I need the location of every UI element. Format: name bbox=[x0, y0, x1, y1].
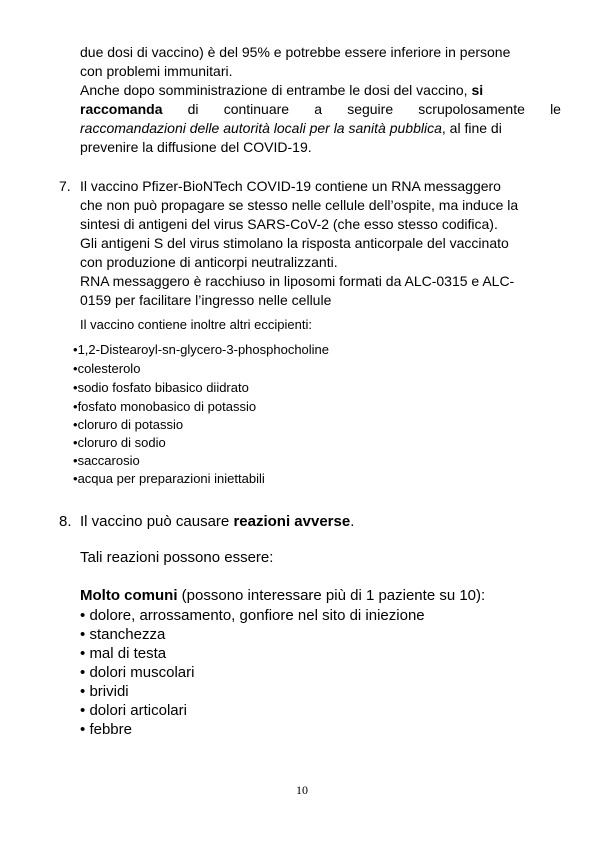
bullet-icon: • bbox=[80, 721, 86, 738]
bullet-icon: • bbox=[80, 683, 86, 700]
p6-line-3-bold: si bbox=[471, 82, 484, 98]
bullet-icon: • bbox=[73, 399, 78, 414]
bullet-icon: • bbox=[80, 664, 86, 681]
list-item-text: cloruro di sodio bbox=[77, 435, 166, 450]
effect-text: dolore, arrossamento, gonfiore nel sito di iniezione bbox=[89, 607, 425, 624]
list-item-text: sodio fosfato bibasico diidrato bbox=[77, 380, 249, 395]
p8-intro-bold: reazioni avverse bbox=[233, 513, 351, 530]
list-item bbox=[73, 341, 329, 359]
p8-intro-end: . bbox=[350, 513, 355, 530]
effect-text: mal di testa bbox=[89, 645, 167, 662]
effect-item bbox=[80, 682, 129, 701]
list-item-text: fosfato monobasico di potassio bbox=[77, 399, 257, 414]
p7-line: 0159 per facilitare l’ingresso nelle cellule bbox=[80, 292, 332, 308]
p6-line-1: due dosi di vaccino) è del 95% e potrebbe essere inferiore in persone bbox=[80, 44, 511, 60]
page-number: 10 bbox=[296, 783, 308, 797]
p6-line-4-word: seguire bbox=[347, 101, 394, 117]
p7-number: 7. bbox=[59, 178, 71, 194]
list-item bbox=[73, 416, 183, 434]
effect-text: febbre bbox=[89, 721, 132, 738]
p7-line: Gli antigeni S del virus stimolano la risposta anticorpale del vaccinato bbox=[80, 235, 509, 251]
effect-item bbox=[80, 644, 166, 663]
p8-number: 8. bbox=[59, 513, 72, 530]
effect-item bbox=[80, 625, 165, 644]
bullet-icon: • bbox=[80, 702, 86, 719]
p6-line-4 bbox=[80, 100, 561, 118]
p7-line: Il vaccino Pfizer-BioNTech COVID-19 contiene un RNA messaggero bbox=[80, 178, 501, 194]
p8-subtitle: Tali reazioni possono essere: bbox=[80, 549, 274, 566]
p6-line-2: con problemi immunitari. bbox=[80, 63, 233, 79]
p6-line-3 bbox=[80, 81, 483, 99]
effect-item bbox=[80, 720, 132, 739]
p6-line-4-bold: raccomanda bbox=[80, 101, 163, 117]
list-item bbox=[73, 379, 249, 397]
list-item-text: colesterolo bbox=[77, 361, 141, 376]
effect-item bbox=[80, 701, 187, 720]
list-item bbox=[73, 470, 265, 488]
effect-text: brividi bbox=[89, 683, 129, 700]
p8-intro bbox=[80, 512, 354, 531]
bullet-icon: • bbox=[73, 471, 78, 486]
bullet-icon: • bbox=[73, 435, 78, 450]
p6-line-4-word: a bbox=[314, 101, 323, 117]
p6-line-4-word: le bbox=[550, 101, 561, 117]
list-item bbox=[73, 452, 140, 470]
p6-line-3-text: Anche dopo somministrazione di entrambe le dosi del vaccino, bbox=[80, 82, 468, 98]
p6-line-4-word: continuare bbox=[223, 101, 290, 117]
p7-line: che non può propagare se stesso nelle cellule dell’ospite, ma induce la bbox=[80, 197, 519, 213]
p8-frequency-rest: (possono interessare più di 1 paziente su 10): bbox=[177, 587, 486, 604]
list-item bbox=[73, 360, 140, 378]
bullet-icon: • bbox=[73, 380, 78, 395]
bullet-icon: • bbox=[80, 626, 86, 643]
p7-line: sintesi di antigeni del virus SARS-CoV-2 (che esso stesso codifica). bbox=[80, 216, 498, 232]
bullet-icon: • bbox=[73, 417, 78, 432]
effect-text: dolori articolari bbox=[89, 702, 187, 719]
effect-item bbox=[80, 606, 425, 625]
p6-line-5-rest: , al fine di bbox=[441, 120, 502, 136]
p8-frequency bbox=[80, 586, 485, 605]
p6-line-4-word: scrupolosamente bbox=[418, 101, 525, 117]
list-item-text: cloruro di potassio bbox=[77, 417, 184, 432]
p8-intro-text: Il vaccino può causare bbox=[80, 513, 230, 530]
bullet-icon: • bbox=[80, 607, 86, 624]
bullet-icon: • bbox=[73, 342, 78, 357]
excipients-intro: Il vaccino contiene inoltre altri eccipienti: bbox=[80, 317, 312, 332]
p8-frequency-bold: Molto comuni bbox=[80, 587, 178, 604]
list-item bbox=[73, 398, 256, 416]
p6-line-6: prevenire la diffusione del COVID-19. bbox=[80, 139, 312, 155]
bullet-icon: • bbox=[73, 361, 78, 376]
effect-text: stanchezza bbox=[89, 626, 166, 643]
p6-line-5 bbox=[80, 119, 502, 137]
p6-line-4-word: di bbox=[187, 101, 199, 117]
bullet-icon: • bbox=[80, 645, 86, 662]
effect-item bbox=[80, 663, 194, 682]
p7-line: RNA messaggero è racchiuso in liposomi formati da ALC-0315 e ALC- bbox=[80, 273, 515, 289]
list-item bbox=[73, 434, 166, 452]
list-item-text: acqua per preparazioni iniettabili bbox=[77, 471, 265, 486]
p7-line: con produzione di anticorpi neutralizzanti. bbox=[80, 254, 338, 270]
list-item-text: 1,2-Distearoyl-sn-glycero-3-phosphocholine bbox=[77, 342, 330, 357]
p6-line-5-italic: raccomandazioni delle autorità locali per la sanità pubblica bbox=[80, 120, 442, 136]
bullet-icon: • bbox=[73, 453, 78, 468]
effect-text: dolori muscolari bbox=[89, 664, 195, 681]
list-item-text: saccarosio bbox=[77, 453, 140, 468]
